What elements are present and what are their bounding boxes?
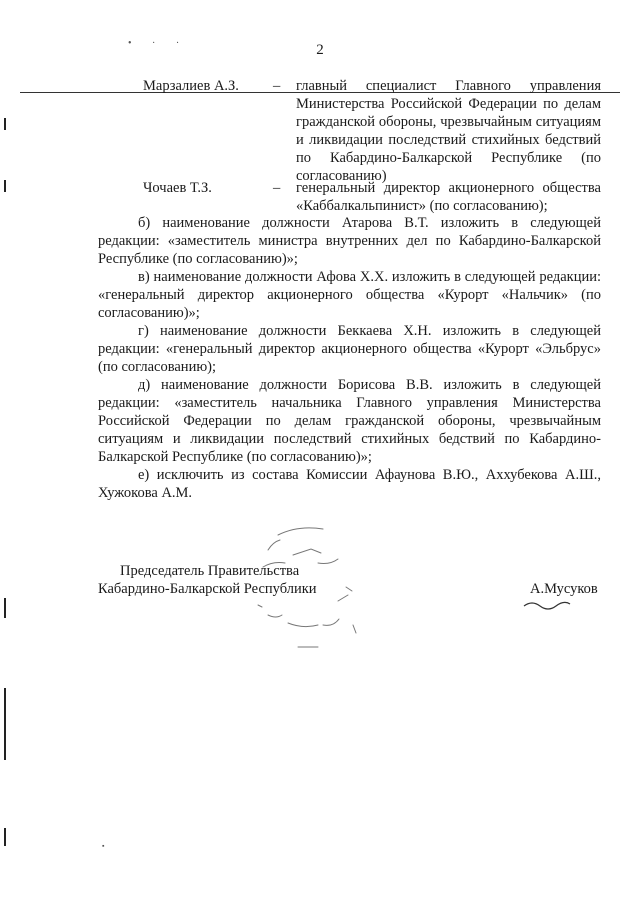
signatory-name: А.Мусуков [530, 581, 598, 597]
signatory-title-line1: Председатель Правительства [120, 563, 300, 579]
margin-mark [4, 118, 6, 130]
margin-mark [4, 180, 6, 192]
member-dash: – [273, 180, 281, 196]
page-number: 2 [316, 42, 324, 58]
member-entry [143, 179, 603, 219]
paragraph-e: е) исключить из состава Комиссии Афаунова В.Ю., Аххубекова А.Ш., Хужокова А.М. [98, 467, 601, 501]
member-entry [143, 77, 603, 187]
signature-mark [522, 598, 572, 612]
scan-artifact: • · · [128, 38, 189, 49]
signatory-title [98, 562, 317, 598]
member-role: главный специалист Главного управления Министерства Российской Федерации по делам гражданской обороны, чрезвычайным ситуациям и ликвидации последствий стихийных бедствий по Кабардино-Балкарской Республике (по согласованию) [296, 78, 601, 184]
scan-artifact: ▪ [102, 842, 105, 850]
paragraph-b: б) наименование должности Атарова В.Т. изложить в следующей редакции: «заместитель министра внутренних дел по Кабардино-Балкарской Республике (по согласованию)»; [98, 215, 601, 267]
paragraph-v: в) наименование должности Афова Х.Х. изложить в следующей редакции: «генеральный директор акционерного общества «Курорт «Нальчик» (по согласованию)»; [98, 269, 601, 321]
member-role: генеральный директор акционерного общества «Каббалкальпинист» (по согласованию); [296, 180, 601, 214]
member-dash: – [273, 78, 281, 94]
margin-mark [4, 828, 6, 846]
member-name: Марзалиев А.З. [143, 78, 239, 94]
margin-mark [4, 688, 6, 760]
signatory-title-line2: Кабардино-Балкарской Республики [98, 581, 317, 597]
margin-mark [4, 598, 6, 618]
member-name: Чочаев Т.З. [143, 180, 212, 196]
paragraph-d: д) наименование должности Борисова В.В. изложить в следующей редакции: «заместитель начальника Главного управления Министерства Российской Федерации по делам гражданской обороны, чрезвычайным ситуациям и ликвидации последствий стихийных бедствий по Кабардино-Балкарской Республике (по согласованию)»; [98, 377, 601, 465]
paragraph-g: г) наименование должности Беккаева Х.Н. изложить в следующей редакции: «генеральный директор акционерного общества «Курорт «Эльбрус» (по согласованию); [98, 323, 601, 375]
